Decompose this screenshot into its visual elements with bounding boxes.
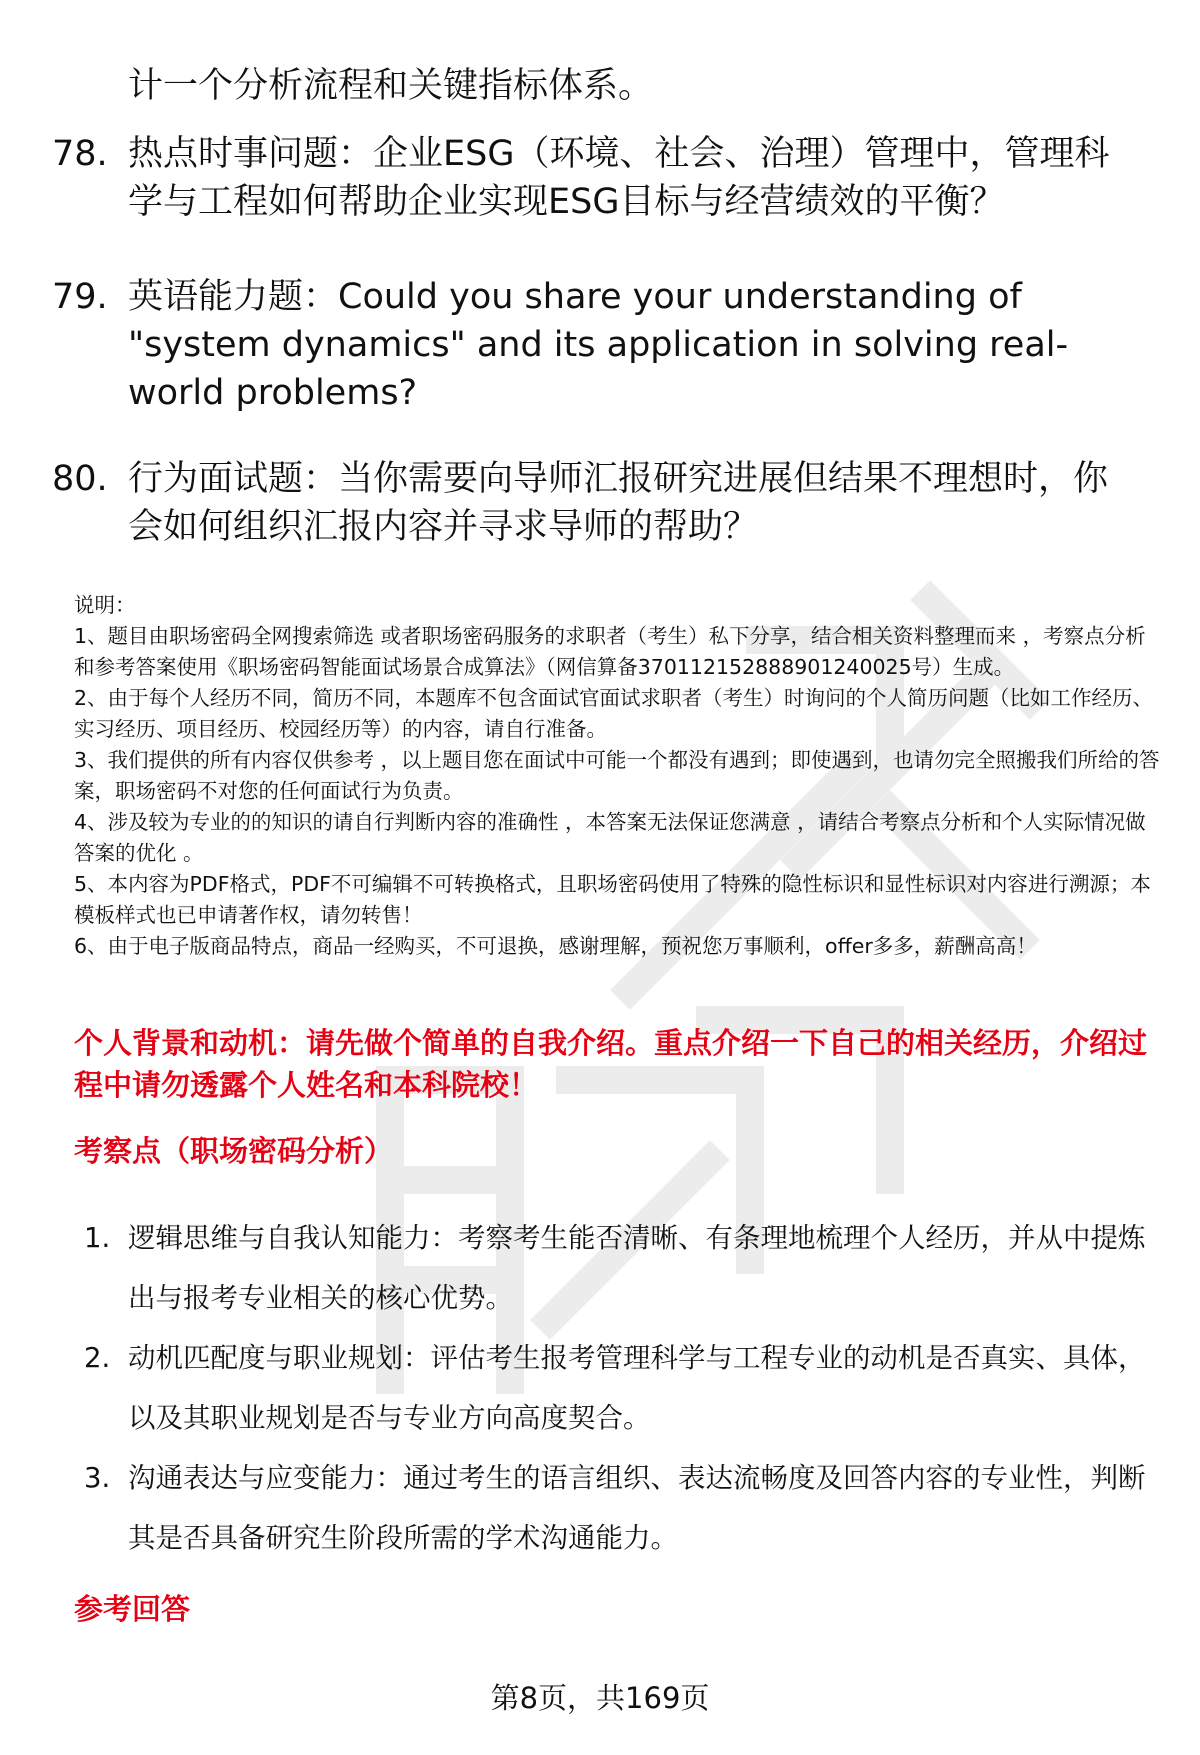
note-item: 5、本内容为PDF格式，PDF不可编辑不可转换格式，且职场密码使用了特殊的隐性标识和显性标识对内容进行溯源；本模板样式也已申请著作权，请勿转售！ xyxy=(74,872,1151,927)
question-continuation: 计一个分析流程和关键指标体系。 xyxy=(128,66,654,106)
point-text: 逻辑思维与自我认知能力：考察考生能否清晰、有条理地梳理个人经历，并从中提炼出与报考专业相关的核心优势。 xyxy=(128,1222,1146,1314)
note-item: 2、由于每个人经历不同，简历不同，本题库不包含面试官面试求职者（考生）时询问的个人简历问题（比如工作经历、实习经历、项目经历、校园经历等）的内容，请自行准备。 xyxy=(74,686,1154,741)
question-number: 78. xyxy=(52,134,108,174)
page-number: 第8页，共169页 xyxy=(490,1681,710,1715)
point-text: 动机匹配度与职业规划：评估考生报考管理科学与工程专业的动机是否真实、具体，以及其职业规划是否与专业方向高度契合。 xyxy=(128,1342,1146,1434)
note-item: 6、由于电子版商品特点，商品一经购买，不可退换，感谢理解，预祝您万事顺利，offer多多，薪酬高高！ xyxy=(74,934,1037,958)
question-item xyxy=(52,130,1152,226)
note-item: 3、我们提供的所有内容仅供参考 ，以上题目您在面试中可能一个都没有遇到；即使遇到，也请勿完全照搬我们所给的答案，职场密码不对您的任何面试行为负责。 xyxy=(74,748,1160,803)
answer-title: 参考回答 xyxy=(74,1592,191,1626)
question-heading: 个人背景和动机：请先做个简单的自我介绍。重点介绍一下自己的相关经历，介绍过程中请勿透露个人姓名和本科院校！ xyxy=(74,1026,1148,1102)
analysis-point xyxy=(84,1448,1164,1568)
analysis-points xyxy=(84,1208,1164,1568)
notes-title: 说明： xyxy=(74,593,136,617)
point-number: 1. xyxy=(84,1222,111,1254)
point-number: 2. xyxy=(84,1342,111,1374)
analysis-point xyxy=(84,1328,1164,1448)
disclaimer-notes xyxy=(74,590,1164,962)
question-text: 英语能力题：Could you share your understanding of "system dynamics" and its application in solving real-world problems? xyxy=(128,277,1069,413)
point-text: 沟通表达与应变能力：通过考生的语言组织、表达流畅度及回答内容的专业性，判断其是否具备研究生阶段所需的学术沟通能力。 xyxy=(128,1462,1146,1554)
question-text: 行为面试题：当你需要向导师汇报研究进展但结果不理想时，你会如何组织汇报内容并寻求导师的帮助？ xyxy=(128,459,1109,547)
question-number: 79. xyxy=(52,277,108,317)
note-item: 4、涉及较为专业的的知识的请自行判断内容的准确性 ，本答案无法保证您满意 ，请结合考察点分析和个人实际情况做答案的优化 。 xyxy=(74,810,1146,865)
note-item: 1、题目由职场密码全网搜索筛选 或者职场密码服务的求职者（考生）私下分享，结合相关资料整理而来 ，考察点分析和参考答案使用《职场密码智能面试场景合成算法》（网信算备370112152888901240025号）生成。 xyxy=(74,624,1146,679)
point-number: 3. xyxy=(84,1462,111,1494)
analysis-point xyxy=(84,1208,1164,1328)
question-item xyxy=(52,273,1152,417)
question-text: 热点时事问题：企业ESG（环境、社会、治理）管理中，管理科学与工程如何帮助企业实现ESG目标与经营绩效的平衡？ xyxy=(128,134,1110,222)
analysis-title: 考察点（职场密码分析） xyxy=(74,1134,394,1168)
question-number: 80. xyxy=(52,459,108,499)
question-item xyxy=(52,455,1152,551)
